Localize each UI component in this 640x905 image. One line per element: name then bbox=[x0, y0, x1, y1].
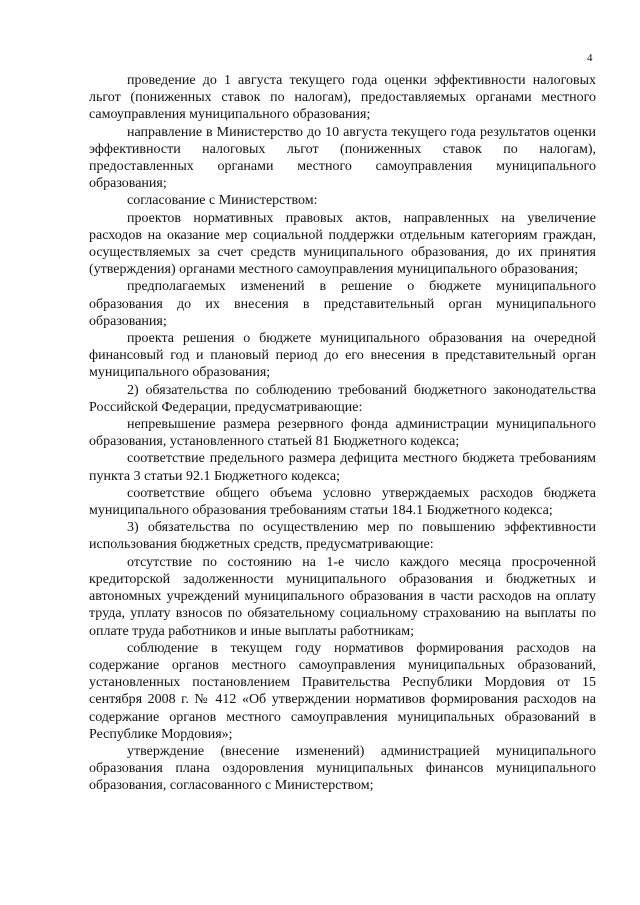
paragraph: соответствие предельного размера дефицита местного бюджета требованиям пункта 3 статьи 92.1 Бюджетного кодекса; bbox=[89, 451, 596, 484]
paragraph: направление в Министерство до 10 августа текущего года результатов оценки эффективности налоговых льгот (пониженных ставок по налогам), предоставленных органами местного самоуправления муниципального образования; bbox=[89, 124, 596, 192]
body-text bbox=[89, 72, 596, 795]
paragraph: соблюдение в текущем году нормативов формирования расходов на содержание органов местного самоуправления муниципальных образований, установленных постановлением Правительства Республики Мордовия от 15 сентября 2008 г. № 412 «Об утверждении нормативов формирования расходов на содержание органов местного самоуправления муниципальных образований в Республике Мордовия»; bbox=[89, 640, 596, 742]
page-number: 4 bbox=[587, 52, 593, 64]
paragraph: согласование с Министерством: bbox=[127, 193, 318, 209]
paragraph: отсутствие по состоянию на 1-е число каждого месяца просроченной кредиторской задолженности муниципального образования и бюджетных и автономных учреждений муниципального образования в части расходов на оплату труда, уплату взносов по обязательному социальному страхованию на выплаты по оплате труда работников и иные выплаты работникам; bbox=[89, 554, 596, 639]
paragraph: соответствие общего объема условно утверждаемых расходов бюджета муниципального образования требованиям статьи 184.1 Бюджетного кодекса; bbox=[89, 485, 596, 519]
paragraph: проекта решения о бюджете муниципального образования на очередной финансовый год и плановый период до его внесения в представительный орган муниципального образования; bbox=[89, 331, 596, 381]
paragraph: предполагаемых изменений в решение о бюджете муниципального образования до их внесения в представительный орган муниципального образования; bbox=[89, 279, 596, 329]
paragraph: 3) обязательства по осуществлению мер по повышению эффективности использования бюджетных средств, предусматривающие: bbox=[89, 520, 596, 553]
paragraph: проведение до 1 августа текущего года оценки эффективности налоговых льгот (пониженных ставок по налогам), предоставляемых органами местного самоуправления муниципального образования; bbox=[89, 73, 596, 123]
paragraph: проектов нормативных правовых актов, направленных на увеличение расходов на оказание мер социальной поддержки отдельным категориям граждан, осуществляемых за счет средств муниципального образования, до их принятия (утверждения) органами местного самоуправления муниципального образования; bbox=[89, 210, 596, 278]
paragraph: 2) обязательства по соблюдению требований бюджетного законодательства Российской Федерации, предусматривающие: bbox=[89, 382, 596, 415]
paragraph: утверждение (внесение изменений) администрацией муниципального образования плана оздоровления муниципальных финансов муниципального образования, согласованного с Министерством; bbox=[89, 743, 596, 794]
paragraph: непревышение размера резервного фонда администрации муниципального образования, установленного статьей 81 Бюджетного кодекса; bbox=[89, 417, 596, 450]
